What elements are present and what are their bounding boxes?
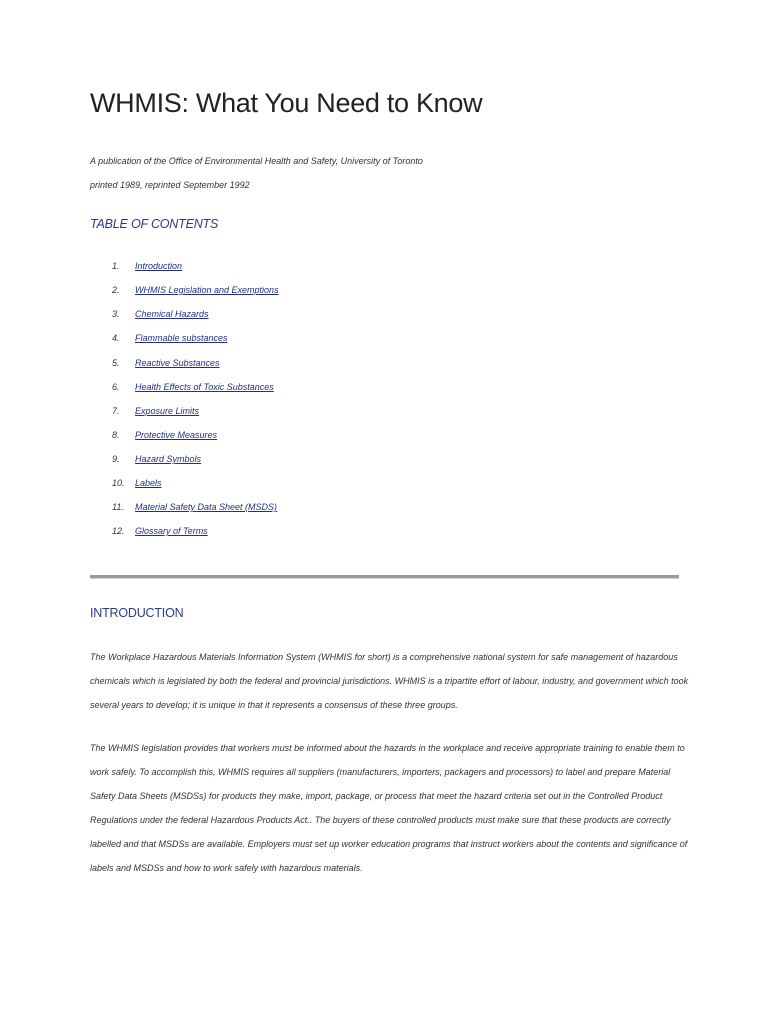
toc-link-reactive[interactable]: Reactive Substances (135, 358, 220, 368)
toc-item-number: 7. (112, 406, 120, 416)
page-title: WHMIS: What You Need to Know (90, 88, 483, 118)
toc-link-protective-measures[interactable]: Protective Measures (135, 430, 218, 440)
toc-item-number: 12. (112, 526, 125, 536)
toc-heading: TABLE OF CONTENTS (90, 217, 219, 231)
publication-line: A publication of the Office of Environmental Health and Safety, University of Toronto (90, 156, 423, 166)
toc-link-hazard-symbols[interactable]: Hazard Symbols (135, 454, 202, 464)
toc-link-flammable[interactable]: Flammable substances (135, 333, 228, 343)
toc-link-glossary[interactable]: Glossary of Terms (135, 526, 208, 536)
introduction-heading: INTRODUCTION (90, 606, 184, 620)
toc-link-health-effects[interactable]: Health Effects of Toxic Substances (135, 382, 274, 392)
toc-item-number: 8. (112, 430, 120, 440)
toc-item-number: 10. (112, 478, 125, 488)
toc-item-number: 5. (112, 358, 120, 368)
toc-link-msds[interactable]: Material Safety Data Sheet (MSDS) (135, 502, 278, 512)
section-divider (90, 575, 679, 579)
toc-item-number: 11. (112, 502, 124, 512)
introduction-paragraph-2: The WHMIS legislation provides that workers must be informed about the hazards in the workplace and receive appropriate training to enable them to work safely. To accomplish this, WHMIS requires all suppliers (manufacturers, importers, packagers and processors) to label and prepare Material Safety Data Sheets (MSDSs) for products they make, import, package, or process that meet the hazard criteria set out in the Controlled Product Regulations under the federal Hazardous Products Act.. The buyers of these controlled products must make sure that these products are correctly labelled and that MSDSs are available. Employers must set up worker education programs that instruct workers about the contents and significance of labels and MSDSs and how to work safely with hazardous materials. (90, 743, 688, 873)
toc-link-labels[interactable]: Labels (135, 478, 162, 488)
toc-item-number: 2. (112, 285, 120, 295)
toc-item-number: 3. (112, 309, 120, 319)
toc-item-number: 6. (112, 382, 120, 392)
toc-item-number: 4. (112, 333, 120, 343)
toc-item-number: 1. (112, 261, 120, 271)
toc-link-chemical-hazards[interactable]: Chemical Hazards (135, 309, 209, 319)
toc-item-number: 9. (112, 454, 120, 464)
toc-link-legislation[interactable]: WHMIS Legislation and Exemptions (135, 285, 279, 295)
toc-link-exposure-limits[interactable]: Exposure Limits (135, 406, 200, 416)
printed-line: printed 1989, reprinted September 1992 (90, 180, 250, 190)
toc-link-introduction[interactable]: Introduction (135, 261, 183, 271)
introduction-paragraph-1: The Workplace Hazardous Materials Information System (WHMIS for short) is a comprehensive national system for safe management of hazardous chemicals which is legislated by both the federal and provincial jurisdictions. WHMIS is a tripartite effort of labour, industry, and government which took several years to develop; it is unique in that it represents a consensus of these three groups. (90, 652, 689, 710)
